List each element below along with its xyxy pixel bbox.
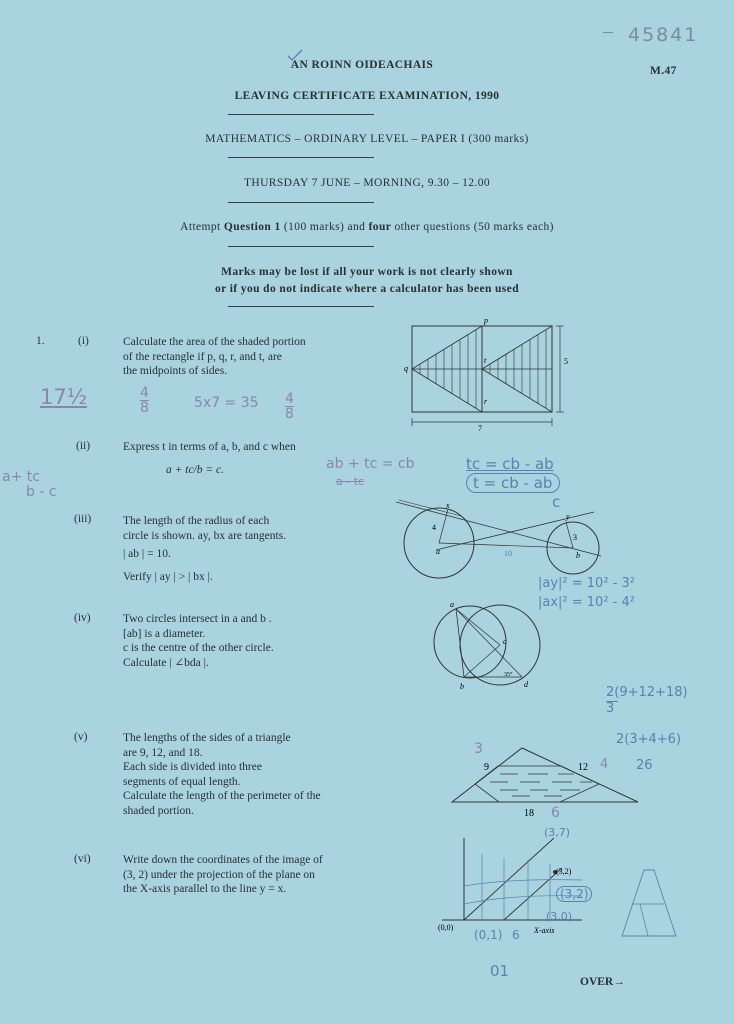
part-label-ii: (ii) xyxy=(76,440,91,452)
label-x: x xyxy=(446,501,450,510)
label-angle: 35° xyxy=(504,672,513,678)
serial-dash xyxy=(603,32,613,33)
rectangle-figure xyxy=(398,316,578,436)
part-label-vi: (vi) xyxy=(74,853,91,865)
label-distance: 10 xyxy=(504,549,512,558)
part-vi-text: Write down the coordinates of the image of (3, 2) under the projection of the plane on the X-axis parallel to the line y = x. xyxy=(123,854,323,895)
instructions: Attempt Question 1 (100 marks) and four other questions (50 marks each) xyxy=(180,221,554,233)
tangent-circles-figure xyxy=(396,498,611,583)
label-x-axis: X-axis xyxy=(534,926,555,935)
over-label: OVER→ xyxy=(580,976,625,988)
paper-code: M.47 xyxy=(650,65,677,77)
label-origin: (0,0) xyxy=(438,923,454,932)
handwritten-point-2: (3,2) xyxy=(556,886,592,902)
label-side-18: 18 xyxy=(524,808,534,819)
part-label-iv: (iv) xyxy=(74,612,91,624)
handwritten-answer-i: 17½ xyxy=(40,385,88,409)
handwritten-answer-vi: 01 xyxy=(490,962,510,980)
handwritten-working-v-1: 2(9+12+18) 3 xyxy=(606,685,688,716)
warning-line-1: Marks may be lost if all your work is not clearly shown xyxy=(221,266,513,278)
divider xyxy=(228,306,374,307)
question-number: 1. xyxy=(36,335,45,347)
label-width: 7 xyxy=(478,424,482,433)
part-ii-equation xyxy=(166,463,298,478)
handwritten-point-3: (3,0) xyxy=(546,910,573,923)
label-radius-1: 4 xyxy=(432,523,436,532)
handwritten-label-4: 4 xyxy=(600,757,609,772)
handwritten-six: 6 xyxy=(512,928,520,942)
doodle-triangle xyxy=(618,866,682,942)
label-b: b xyxy=(576,551,580,560)
part-iii-text: The length of the radius of each circle is shown. ay, bx are tangents. | ab | = 10. Verify | ay | > | bx |. xyxy=(123,515,287,583)
part-v-text: The lengths of the sides of a triangle are 9, 12, and 18. Each side is divided into three segments of equal length. Calculate the length of the perimeter of the shaded portion. xyxy=(123,732,321,817)
part-i-text: Calculate the area of the shaded portion of the rectangle if p, q, r, and t, are the midpoints of sides. xyxy=(123,336,306,377)
part-label-iii: (iii) xyxy=(74,513,92,525)
handwritten-working-ii: ab + tc = cb a - tc xyxy=(326,456,415,488)
handwritten-label-3: 3 xyxy=(474,741,483,757)
label-c: c xyxy=(503,637,507,646)
part-ii-text: Express t in terms of a, b, and c when xyxy=(123,441,296,453)
handwritten-working-i: 5x7 = 35 xyxy=(194,395,259,411)
divider xyxy=(228,114,374,115)
warning-line-2: or if you do not indicate where a calculator has been used xyxy=(214,283,519,295)
exam-title: LEAVING CERTIFICATE EXAMINATION, 1990 xyxy=(234,90,500,102)
label-q: q xyxy=(404,364,408,373)
handwritten-answer-v: 26 xyxy=(636,758,653,773)
department-title: AN ROINN OIDEACHAIS xyxy=(290,59,434,71)
handwritten-fraction: 4 8 xyxy=(285,391,294,422)
exam-date-time: THURSDAY 7 JUNE – MORNING, 9.30 – 12.00 xyxy=(243,177,491,189)
paper-title: MATHEMATICS – ORDINARY LEVEL – PAPER I (300 marks) xyxy=(205,133,529,145)
label-p: p xyxy=(484,316,488,325)
intersecting-circles-figure xyxy=(426,597,556,697)
handwritten-label-6: 6 xyxy=(551,805,560,821)
label-y: y xyxy=(566,512,570,521)
label-radius-2: 3 xyxy=(573,533,577,542)
label-height: 5 xyxy=(564,357,568,366)
part-iv-text: Two circles intersect in a and b . [ab] is a diameter. c is the centre of the other circle. Calculate | ∠bda |. xyxy=(123,613,274,669)
divider xyxy=(228,157,374,158)
handwritten-working-iii: |ay|² = 10² - 3² |ax|² = 10² - 4² xyxy=(538,576,635,610)
label-d: d xyxy=(524,680,528,689)
label-side-12: 12 xyxy=(578,762,588,773)
label-t: t xyxy=(484,356,487,365)
label-b: b xyxy=(460,682,464,691)
part-label-i: (i) xyxy=(78,335,89,347)
divider xyxy=(228,246,374,247)
label-side-9: 9 xyxy=(484,762,489,773)
handwritten-point-1: (3,7) xyxy=(544,826,571,839)
handwritten-margin-ii: a+ tc b - c xyxy=(2,469,57,500)
part-label-v: (v) xyxy=(74,731,88,743)
serial-number: 45841 xyxy=(628,24,699,46)
handwritten-point-4: (0,1) xyxy=(474,928,503,942)
handwritten-solution-ii: tc = cb - ab t = cb - ab c xyxy=(466,455,561,511)
label-point: (3,2) xyxy=(556,867,572,876)
divider xyxy=(228,202,374,203)
label-r: r xyxy=(484,397,488,406)
tick-mark-icon xyxy=(286,48,304,62)
label-a: a xyxy=(436,547,440,556)
label-a: a xyxy=(450,600,454,609)
handwritten-fraction: 4 8 xyxy=(140,385,149,416)
handwritten-working-v-2: 2(3+4+6) xyxy=(616,732,682,747)
equation-lhs: a + tc/b = c. xyxy=(166,464,224,476)
